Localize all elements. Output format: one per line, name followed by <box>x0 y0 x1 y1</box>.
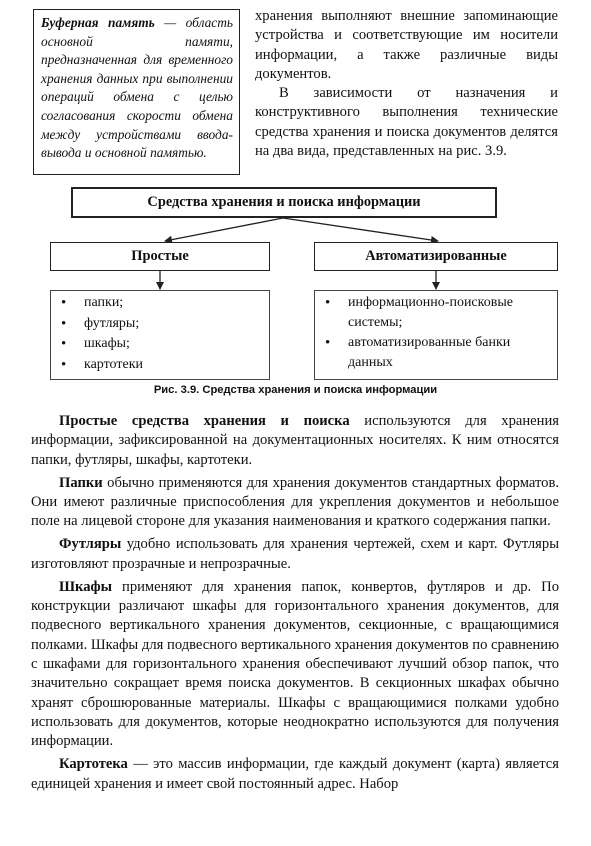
paragraph-simple-means: Простые средства хранения и поиска используются для хранения информации, зафиксированной на документационных носителях. К ним относятся папки, футляры, шкафы, картотеки. <box>31 413 559 468</box>
diagram-main-box: Средства хранения и поиска информации <box>71 187 497 218</box>
paragraph-card-index: Картотека — это массив информации, где каждый документ (карта) является единицей хранения и имеет свой постоянный адрес. Набор <box>31 756 559 792</box>
top-paragraph-1: хранения выполняют внешние запоминающие устройства и соответствующие им носители информации, а также различные виды документов. <box>255 8 558 82</box>
diagram-automated-box: Автоматизированные <box>314 242 558 271</box>
paragraph-term: Картотека <box>59 756 128 773</box>
definition-term: Буферная память <box>41 15 155 30</box>
list-item: • автоматизированные банки данных <box>315 333 557 373</box>
paragraph-term: Простые средства хранения и поиска <box>59 413 350 429</box>
paragraph-term: Футляры <box>59 536 122 553</box>
paragraph-term: Шкафы <box>59 578 113 595</box>
list-item: • футляры; <box>51 314 269 335</box>
paragraph-term: Папки <box>59 474 103 491</box>
list-item: • картотеки <box>51 355 269 376</box>
diagram-simple-box: Простые <box>50 242 270 271</box>
definition-box <box>33 9 240 175</box>
list-item: • папки; <box>51 293 269 314</box>
list-item: • информационно-поисковые системы; <box>315 293 557 333</box>
paragraph-cabinets: Шкафы применяют для хранения папок, конвертов, футляров и др. По конструкции различают шкафы для горизонтального хранения документов, для подвесного вертикального хранения документов, секционные, с вращающимися полками. Шкафы для подвесного вертикального хранения документов по сравнению с шкафами для горизонтального хранения обеспечивают лучший обзор папок, что значительно сокращает время поиска документов. В секционных шкафах обычно хранят сброшюрованные материалы. Шкафы с вращающимися полками удобно использовать для документов, которые неоднократно используются для получения информации. <box>31 578 559 750</box>
definition-text: — область основной памяти, предназначенная для временного хранения данных при выполнении операций обмена с целью согласования скорости обмена между устройствами ввода-вывода и основной памятью. <box>41 15 233 161</box>
simple-items-list <box>50 290 270 380</box>
arrow-to-simple <box>165 218 283 241</box>
top-paragraph-2: В зависимости от назначения и конструктивного выполнения технические средства хранения и поиска документов делятся на два вида, представленных на рис. 3.9. <box>255 85 558 160</box>
figure-caption: Рис. 3.9. Средства хранения и поиска информации <box>153 384 438 396</box>
arrow-to-automated <box>283 218 438 241</box>
paragraph-folders: Папки обычно применяются для хранения документов стандартных форматов. Они имеют различные приспособления для укрепления документов и небольшое поле на лицевой стороне для указания наименования и краткого содержания папки. <box>31 474 559 530</box>
paragraph-cases: Футляры удобно использовать для хранения чертежей, схем и карт. Футляры изготовляют прозрачные и непрозрачные. <box>31 536 559 572</box>
body-text <box>31 412 559 798</box>
list-item: • шкафы; <box>51 334 269 355</box>
automated-items-list <box>314 290 558 380</box>
top-text-column <box>255 7 558 161</box>
